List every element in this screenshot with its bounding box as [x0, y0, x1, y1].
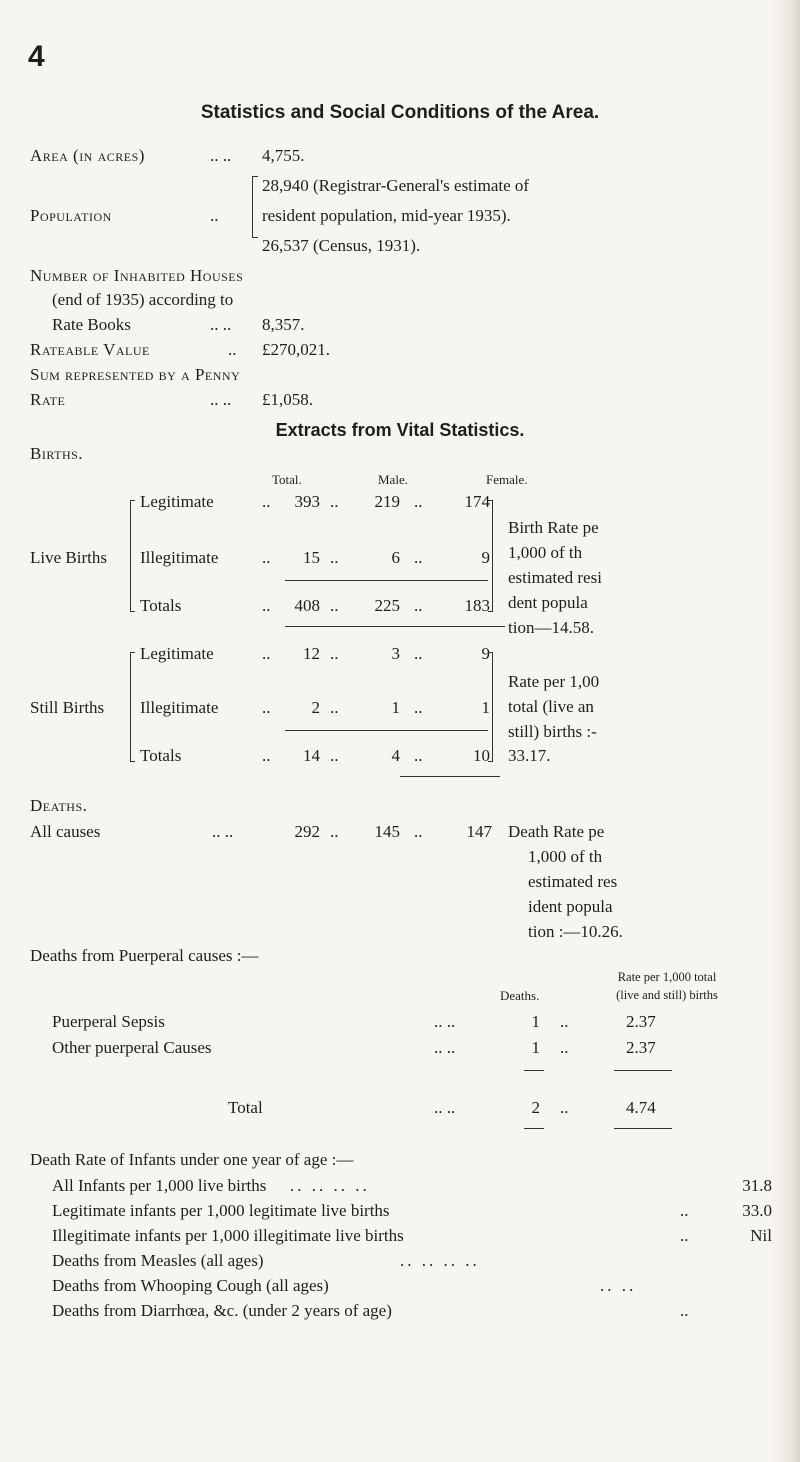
puerperal-rate-header-line1: Rate per 1,000 total [617, 970, 717, 984]
diarrhoea-deaths-label: Deaths from Diarrhœa, &c. (under 2 years of age) [52, 1301, 392, 1320]
population-estimate-line2: resident population, mid-year 1935). [262, 206, 511, 225]
penny-value: £1,058. [262, 390, 313, 409]
still-births-brace [130, 652, 135, 762]
puerperal-sepsis-rate: 2.37 [626, 1012, 656, 1031]
birth-rate-note-line2: 1,000 of th [508, 543, 583, 562]
penny-dots: .. .. [210, 390, 232, 409]
infants-illegitimate-leader: .. [680, 1226, 689, 1245]
puerperal-total-label: Total [228, 1098, 263, 1117]
live-legitimate-label: Legitimate [140, 492, 214, 511]
infants-legitimate-label: Legitimate infants per 1,000 legitimate live births [52, 1201, 390, 1220]
deaths-male: 145 [374, 822, 400, 841]
col-total-header: Total. [272, 472, 302, 487]
still-totals-female: 10 [473, 746, 490, 765]
population-dots: .. [210, 206, 219, 225]
live-totals-female: 183 [464, 596, 490, 615]
infants-legitimate-leader: .. [680, 1201, 689, 1220]
puerperal-heading: Deaths from Puerperal causes :— [30, 946, 259, 965]
still-illegitimate-total: 2 [311, 698, 320, 717]
infants-legitimate-value: 33.0 [742, 1201, 772, 1220]
rateable-label: Rateable Value [30, 340, 150, 359]
puerperal-sepsis-deaths: 1 [531, 1012, 540, 1031]
deaths-female: 147 [466, 822, 492, 841]
still-totals-total: 14 [303, 746, 320, 765]
infants-illegitimate-value: Nil [750, 1226, 772, 1245]
still-rate-note-line4: 33.17. [508, 746, 551, 765]
live-illegitimate-female: 9 [481, 548, 490, 567]
vital-statistics-heading: Extracts from Vital Statistics. [275, 420, 525, 440]
puerperal-rate-total-rule [614, 1070, 672, 1071]
rateable-dots: .. [228, 340, 237, 359]
live-births-subtotal-rule [285, 580, 488, 581]
penny-label-line2: Rate [30, 390, 66, 409]
population-label: Population [30, 206, 112, 225]
live-births-right-brace [488, 500, 493, 612]
page-title: Statistics and Social Conditions of the Area. [200, 102, 600, 123]
live-illegitimate-male: 6 [391, 548, 400, 567]
houses-label-line2: (end of 1935) according to [52, 290, 234, 309]
houses-value: 8,357. [262, 315, 305, 334]
live-still-separator-rule [285, 626, 505, 627]
page-edge-shadow [772, 0, 800, 1462]
houses-label-line1: Number of Inhabited Houses [30, 266, 244, 285]
death-rate-note-line4: ident popula [528, 897, 613, 916]
infants-heading: Death Rate of Infants under one year of age :— [30, 1150, 354, 1169]
death-rate-note-line1: Death Rate pe [508, 822, 605, 841]
still-legitimate-female: 9 [481, 644, 490, 663]
rateable-value: £270,021. [262, 340, 330, 359]
still-totals-label: Totals [140, 746, 182, 765]
birth-rate-note-line5: tion—14.58. [508, 618, 594, 637]
whooping-cough-deaths-leader: .. .. [600, 1276, 637, 1295]
deaths-heading: Deaths. [30, 796, 88, 815]
live-legitimate-male: 219 [374, 492, 400, 511]
still-rate-note-line1: Rate per 1,00 [508, 672, 600, 691]
puerperal-rate-header-line2: (live and still) births [616, 988, 718, 1002]
measles-deaths-label: Deaths from Measles (all ages) [52, 1251, 264, 1270]
puerperal-deaths-total-rule [524, 1070, 544, 1071]
population-estimate-line1: 28,940 (Registrar-General's estimate of [262, 176, 530, 195]
still-legitimate-total: 12 [303, 644, 320, 663]
still-illegitimate-female: 1 [481, 698, 490, 717]
infants-all-leader: .. .. .. .. [290, 1176, 370, 1195]
still-totals-male: 4 [391, 746, 400, 765]
still-illegitimate-male: 1 [391, 698, 400, 717]
infants-all-label: All Infants per 1,000 live births [52, 1176, 267, 1195]
still-births-subtotal-rule [285, 730, 488, 731]
puerperal-deaths-bottom-rule [524, 1128, 544, 1129]
area-value: 4,755. [262, 146, 305, 165]
other-puerperal-label: Other puerperal Causes [52, 1038, 212, 1057]
birth-rate-note-line3: estimated resi [508, 568, 602, 587]
penny-label-line1: Sum represented by a Penny [30, 365, 241, 384]
live-births-brace [130, 500, 135, 612]
still-illegitimate-label: Illegitimate [140, 698, 219, 717]
live-illegitimate-label: Illegitimate [140, 548, 219, 567]
death-rate-note-line5: tion :—10.26. [528, 922, 623, 941]
death-rate-note-line2: 1,000 of th [528, 847, 603, 866]
birth-rate-note-line4: dent popula [508, 593, 588, 612]
death-rate-note-line3: estimated res [528, 872, 618, 891]
births-deaths-separator-rule [400, 776, 500, 777]
col-female-header: Female. [486, 472, 528, 487]
live-illegitimate-total: 15 [303, 548, 320, 567]
live-legitimate-total: 393 [294, 492, 320, 511]
puerperal-rate-bottom-rule [614, 1128, 672, 1129]
live-legitimate-female: 174 [464, 492, 490, 511]
area-label: Area (in acres) [30, 146, 145, 165]
deaths-total: 292 [294, 822, 320, 841]
puerperal-total-rate: 4.74 [626, 1098, 656, 1117]
whooping-cough-deaths-label: Deaths from Whooping Cough (all ages) [52, 1276, 329, 1295]
diarrhoea-deaths-leader: .. [680, 1301, 689, 1320]
births-heading: Births. [30, 444, 84, 463]
still-rate-note-line2: total (live an [508, 697, 594, 716]
houses-dots: .. .. [210, 315, 232, 334]
live-totals-total: 408 [294, 596, 320, 615]
deaths-all-causes-label: All causes [30, 822, 101, 841]
birth-rate-note-line1: Birth Rate pe [508, 518, 599, 537]
puerperal-total-deaths: 2 [531, 1098, 540, 1117]
infants-all-value: 31.8 [742, 1176, 772, 1195]
live-totals-label: Totals [140, 596, 182, 615]
still-births-right-brace [488, 652, 493, 762]
houses-label-line3: Rate Books [52, 315, 131, 334]
live-births-label: Live Births [30, 548, 107, 567]
page-number: 4 [28, 40, 45, 73]
live-totals-male: 225 [374, 596, 400, 615]
measles-deaths-leader: .. .. .. .. [400, 1251, 480, 1270]
other-puerperal-rate: 2.37 [626, 1038, 656, 1057]
puerperal-deaths-header: Deaths. [500, 988, 540, 1003]
other-puerperal-deaths: 1 [531, 1038, 540, 1057]
still-legitimate-male: 3 [391, 644, 400, 663]
col-male-header: Male. [378, 472, 408, 487]
puerperal-sepsis-label: Puerperal Sepsis [52, 1012, 165, 1031]
area-dots: .. .. [210, 146, 232, 165]
still-rate-note-line3: still) births :- [508, 722, 597, 741]
still-births-label: Still Births [30, 698, 105, 717]
still-legitimate-label: Legitimate [140, 644, 214, 663]
infants-illegitimate-label: Illegitimate infants per 1,000 illegitimate live births [52, 1226, 404, 1245]
population-census: 26,537 (Census, 1931). [262, 236, 421, 255]
population-brace [252, 176, 258, 238]
